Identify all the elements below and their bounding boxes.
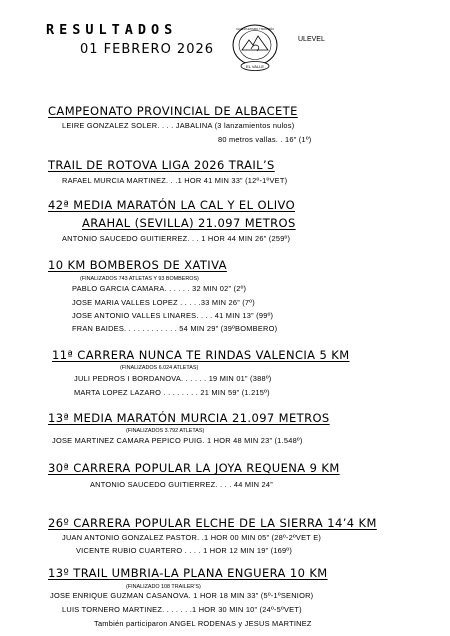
logo-subtext: EL VALLE bbox=[245, 64, 265, 69]
section-subtitle: ARAHAL (SEVILLA) 21.097 METROS bbox=[82, 216, 296, 230]
result-line: RAFAEL MURCIA MARTINEZ. . .1 HOR 41 MIN 33” (12º-1ºVET) bbox=[62, 176, 288, 185]
result-line: JUAN ANTONIO GONZALEZ PASTOR. .1 HOR 00 MIN 05” (28º-2ºVET E) bbox=[62, 533, 322, 542]
finishers-note: (FINALIZADOS 3.792 ATLETAS) bbox=[126, 428, 205, 434]
result-line: ANTONIO SAUCEDO GUITIERREZ. . . . 44 MIN 24” bbox=[90, 480, 273, 489]
result-line: VICENTE RUBIO CUARTERO . . . . 1 HOR 12 MIN 19” (169º) bbox=[76, 546, 293, 555]
result-line: 80 metros vallas. . 16” (1º) bbox=[218, 135, 312, 144]
result-line: JULI PEDROS I BORDANOVA. . . . . . 19 MIN 01” (388º) bbox=[74, 374, 272, 383]
section-title: 42ª MEDIA MARATÓN LA CAL Y EL OLIVO bbox=[48, 198, 296, 212]
section-title: 10 KM BOMBEROS DE XATIVA bbox=[48, 258, 227, 272]
section-title: TRAIL DE ROTOVA LIGA 2026 TRAIL’S bbox=[48, 158, 275, 172]
result-line: MARTA LOPEZ LAZARO . . . . . . . . 21 MIN 59” (1.215º) bbox=[74, 388, 270, 397]
section-title: CAMPEONATO PROVINCIAL DE ALBACETE bbox=[48, 104, 298, 118]
section-title: 13º TRAIL UMBRIA-LA PLANA ENGUERA 10 KM bbox=[48, 566, 328, 580]
result-line: JOSE ANTONIO VALLES LINARES. . . . 41 MIN 13” (99º) bbox=[72, 311, 274, 320]
finishers-note: (FINALIZADOS 6.024 ATLETAS) bbox=[120, 365, 199, 371]
result-line: FRAN BAIDES. . . . . . . . . . . . 54 MIN 29” (39ºBOMBERO) bbox=[72, 324, 278, 333]
result-line: LUIS TORNERO MARTINEZ. . . . . . .1 HOR 30 MIN 10” (24º-5ºVET) bbox=[62, 605, 302, 614]
result-line: JOSE MARTINEZ CAMARA PEPICO PUIG. 1 HOR 48 MIN 23” (1.548º) bbox=[52, 436, 303, 445]
result-line: LEIRE GONZALEZ SOLER. . . . JABALINA (3 lanzamientos nulos) bbox=[62, 121, 295, 130]
result-line: ANTONIO SAUCEDO GUITIERREZ. . . 1 HOR 44 MIN 26” (259º) bbox=[62, 234, 291, 243]
finishers-note: (FINALIZADO 108 TRAILER’S) bbox=[126, 584, 201, 590]
finishers-note: (FINALIZADOS 743 ATLETAS Y 93 BOMBEROS) bbox=[80, 276, 199, 282]
header-date: 01 FEBRERO 2026 bbox=[80, 42, 215, 57]
side-label: ULEVEL bbox=[298, 36, 325, 43]
club-logo bbox=[224, 22, 286, 74]
section-title: 11ª CARRERA NUNCA TE RINDAS VALENCIA 5 KM bbox=[52, 348, 350, 362]
header-title: RESULTADOS bbox=[46, 22, 178, 38]
section-title: 30ª CARRERA POPULAR LA JOYA REQUENA 9 KM bbox=[48, 461, 340, 475]
result-line: PABLO GARCIA CAMARA. . . . . . 32 MIN 02” (2º) bbox=[72, 284, 247, 293]
section-title: 26º CARRERA POPULAR ELCHE DE LA SIERRA 14’4 KM bbox=[48, 516, 377, 530]
result-line: JOSE MARIA VALLES LOPEZ . . . . .33 MIN 26” (7º) bbox=[72, 298, 255, 307]
result-line: También participaron ANGEL RODENAS y JESUS MARTINEZ bbox=[94, 619, 312, 628]
logo-text: CLUB ATLETISMO Y MONTAÑA bbox=[236, 28, 274, 31]
result-line: JOSE ENRIQUE GUZMAN CASANOVA. 1 HOR 18 MIN 33” (5º-1ºSENIOR) bbox=[50, 591, 314, 600]
section-title: 13ª MEDIA MARATÓN MURCIA 21.097 METROS bbox=[48, 411, 330, 425]
